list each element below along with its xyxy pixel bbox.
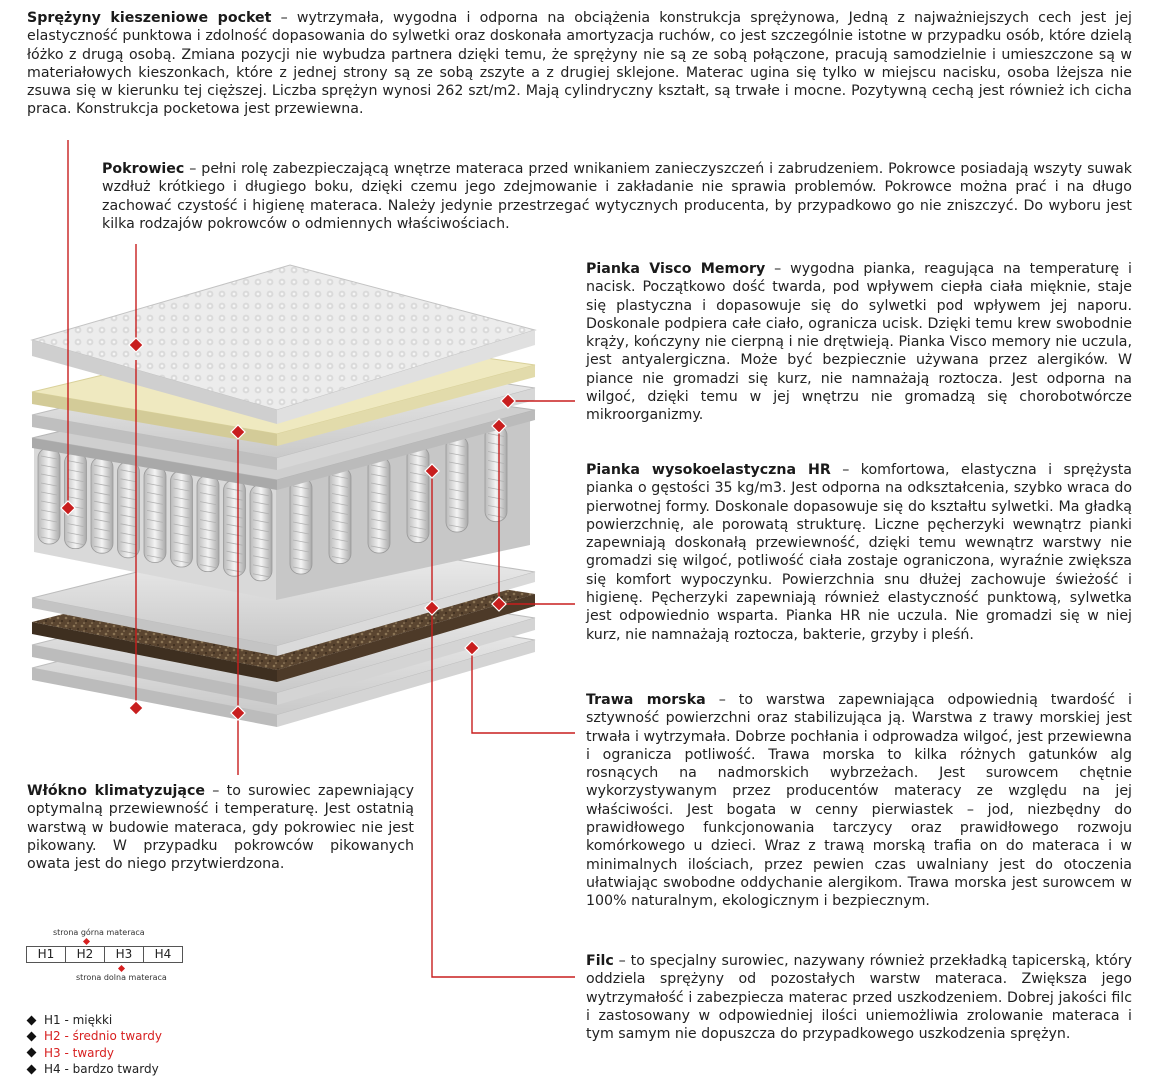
pocket-spring-icon <box>91 457 113 553</box>
legend-label: H4 - bardzo twardy <box>44 1061 159 1076</box>
firmness-top-label: strona górna materaca <box>53 928 145 937</box>
firmness-level-h3: H3 <box>105 947 144 962</box>
pocket-spring-icon <box>224 480 246 576</box>
springs-title: Sprężyny kieszeniowe pocket <box>27 10 272 26</box>
pocket-spring-icon <box>197 476 219 572</box>
seaweed-text: – to warstwa zapewniająca odpowiednią twardość i sztywność powierzchni oraz stabilizująca ją. Warstwa z trawy morskiej jest trwała i wytrzymała. Dobrze pochłania i odprowadza wilgoć, jest przewiewna i ogranicza potliwość. Trawa morska to kilka różnych gatunków alg rosnących na nadmorskich wybrzeżach. Jest surowcem chętnie wykorzystywanym przez producentów materacy ze względu na jej właściwości. Jest bogata w cenny pierwiastek – jod, niezbędny do prawidłowego funkcjonowania tarczycy oraz prawidłowego rozwoju komórkowego u dzieci. Wraz z trawą morską trafia on do materaca i w minimalnych ilościach, przez pewien czas uwalniany jest do otoczenia ułatwiając swobodne oddychanie alergikom. Trawa morska jest surowcem w 100% naturalnym, ekologicznym i bezpiecznym. <box>586 692 1132 910</box>
springs-text: – wytrzymała, wygodna i odporna na obciążenia konstrukcja sprężynowa, Jedną z najważniejszych cech jest jej elastyczność punktowa i zdolność dopasowania do sylwetki oraz doskonała amortyzacja ruchów, co jest szczególnie istotne w przypadku osób, które dzielą łóżko z drugą osobą. Zmiana pozycji nie wybudza partnera dzięki temu, że sprężyny nie są ze sobą połączone, pracują samodzielnie i umieszczone są w materiałowych kieszonkach, które z jednej strony są ze sobą zszyte a z drugiej sklejone. Materac ugina się tylko w miejscu nacisku, osoba lżejsza nie zsuwa się w kierunku tej cięższej. Liczba sprężyn wynosi 262 szt/m2. Mają cylindryczny kształt, są trwałe i mocne. Pozytywną cechą jest również ich cicha praca. Konstrukcja pocketowa jest przewiewna. <box>27 10 1132 118</box>
pocket-spring-icon <box>407 447 429 543</box>
felt-text: – to specjalny surowiec, nazywany również przekładką tapicerską, który oddziela sprężyny od pozostałych warstw materaca. Zwiększa jego wytrzymałość i zabezpiecza materac przed uszkodzeniem. Dobrej jakości filc i zastosowany w odpowiedniej ilości uniemożliwia zrolowanie materaca i tym samym nie dopuszcza do przypadkowego uszkodzenia sprężyn. <box>586 953 1132 1043</box>
legend-bullet-icon <box>27 1048 37 1058</box>
pocket-spring-icon <box>38 448 60 544</box>
cover-title: Pokrowiec <box>102 161 185 177</box>
fiber-title: Włókno klimatyzujące <box>27 783 206 799</box>
firmness-level-h1: H1 <box>27 947 66 962</box>
pocket-spring-icon <box>368 457 390 553</box>
pocket-spring-icon <box>144 466 166 562</box>
legend-item <box>28 1061 162 1077</box>
firmness-levels <box>26 946 183 963</box>
cover-text: – pełni rolę zabezpieczającą wnętrze materaca przed wnikaniem zanieczyszczeń i zabrudzeniem. Pokrowce posiadają wszyty suwak wzdłuż krótkiego i długiego boku, dzięki czemu jego zdejmowanie i zakładanie nie sprawia problemów. Pokrowce można prać i na długo zachować czystość i higienę materaca. Należy jedynie przestrzegać wytycznych producenta, by przypadkowo go nie zniszczyć. Do wyboru jest kilka rodzajów pokrowców o odmiennych właściwościach. <box>102 161 1132 232</box>
firmness-level-h4: H4 <box>154 947 172 961</box>
pocket-spring-icon <box>171 471 193 567</box>
firmness-level-h2: H2 <box>66 947 105 962</box>
hr-foam-title: Pianka wysokoelastyczna HR <box>586 462 831 478</box>
legend-bullet-icon <box>27 1064 37 1074</box>
visco-title: Pianka Visco Memory <box>586 261 766 277</box>
diamond-marker-icon <box>129 701 143 715</box>
visco-text: – wygodna pianka, reagująca na temperaturę i nacisk. Początkowo dość twarda, pod wpływem ciepła ciała mięknie, staje się plastyczna i dopasowuje się do sylwetki pod wpływem jej naporu. Doskonale podpiera całe ciało, ogranicza ucisk. Dzięki temu krew swobodnie krąży, kończyny nie cierpną i nie drętwieją. Pianka Visco memory nie uczula, jest antyalergiczna. Może być bezpiecznie używana przez alergików. W piance nie gromadzi się kurz, nie namnażają roztocza. Jest odporna na wilgoć, dzięki temu w jej wnętrzu nie gromadzą się chorobotwórcze mikroorganizmy. <box>586 261 1132 424</box>
pocket-spring-icon <box>446 436 468 532</box>
seaweed-title: Trawa morska <box>586 692 706 708</box>
pocket-spring-icon <box>290 478 312 574</box>
pocket-spring-icon <box>250 485 272 581</box>
bottom-side-marker-icon <box>118 965 125 972</box>
legend-bullet-icon <box>27 1031 37 1041</box>
legend-label: H1 - miękki <box>44 1013 113 1027</box>
legend-item <box>28 1012 162 1028</box>
firmness-legend <box>28 1012 162 1077</box>
legend-label: H3 - twardy <box>44 1045 114 1060</box>
firmness-scale <box>26 926 186 986</box>
hr-foam-text: – komfortowa, elastyczna i sprężysta pianka o gęstości 35 kg/m3. Jest odporna na odkształcenia, szybko wraca do pierwotnej formy. Doskonale dopasowuje się do kształtu sylwetki. Ma gładką powierzchnię, ale porowatą strukturę. Liczne pęcherzyki wewnątrz pianki zapewniają doskonałą przewiewność, dzięki temu wewnątrz warstwy nie gromadzi się wilgoć, potliwość ciała zostaje ograniczona, wyraźnie zwiększa się komfort wypoczynku. Powierzchnia snu dłużej zachowuje świeżość i higienę. Pęcherzyki zapewniają również elastyczność punktową, sylwetka jest odpowiednio wsparta. Pianka HR nie uczula. Nie gromadzi się w niej kurz, nie namnażają roztocza, bakterie, grzyby i pleśń. <box>586 462 1132 643</box>
top-side-marker-icon <box>83 938 90 945</box>
legend-bullet-icon <box>27 1015 37 1025</box>
legend-item <box>28 1028 162 1044</box>
pocket-spring-icon <box>485 426 507 522</box>
felt-title: Filc <box>586 953 614 969</box>
legend-label: H2 - średnio twardy <box>44 1029 162 1044</box>
pocket-spring-icon <box>329 468 351 564</box>
legend-item <box>28 1045 162 1061</box>
firmness-bottom-label: strona dolna materaca <box>76 973 167 982</box>
fiber-text: – to surowiec zapewniający optymalną przewiewność i temperaturę. Jest ostatnią warstwą w budowie materaca, gdy pokrowiec nie jest pikowany. W przypadku pokrowców pikowanych owata jest do niego przytwierdzona. <box>27 783 414 873</box>
